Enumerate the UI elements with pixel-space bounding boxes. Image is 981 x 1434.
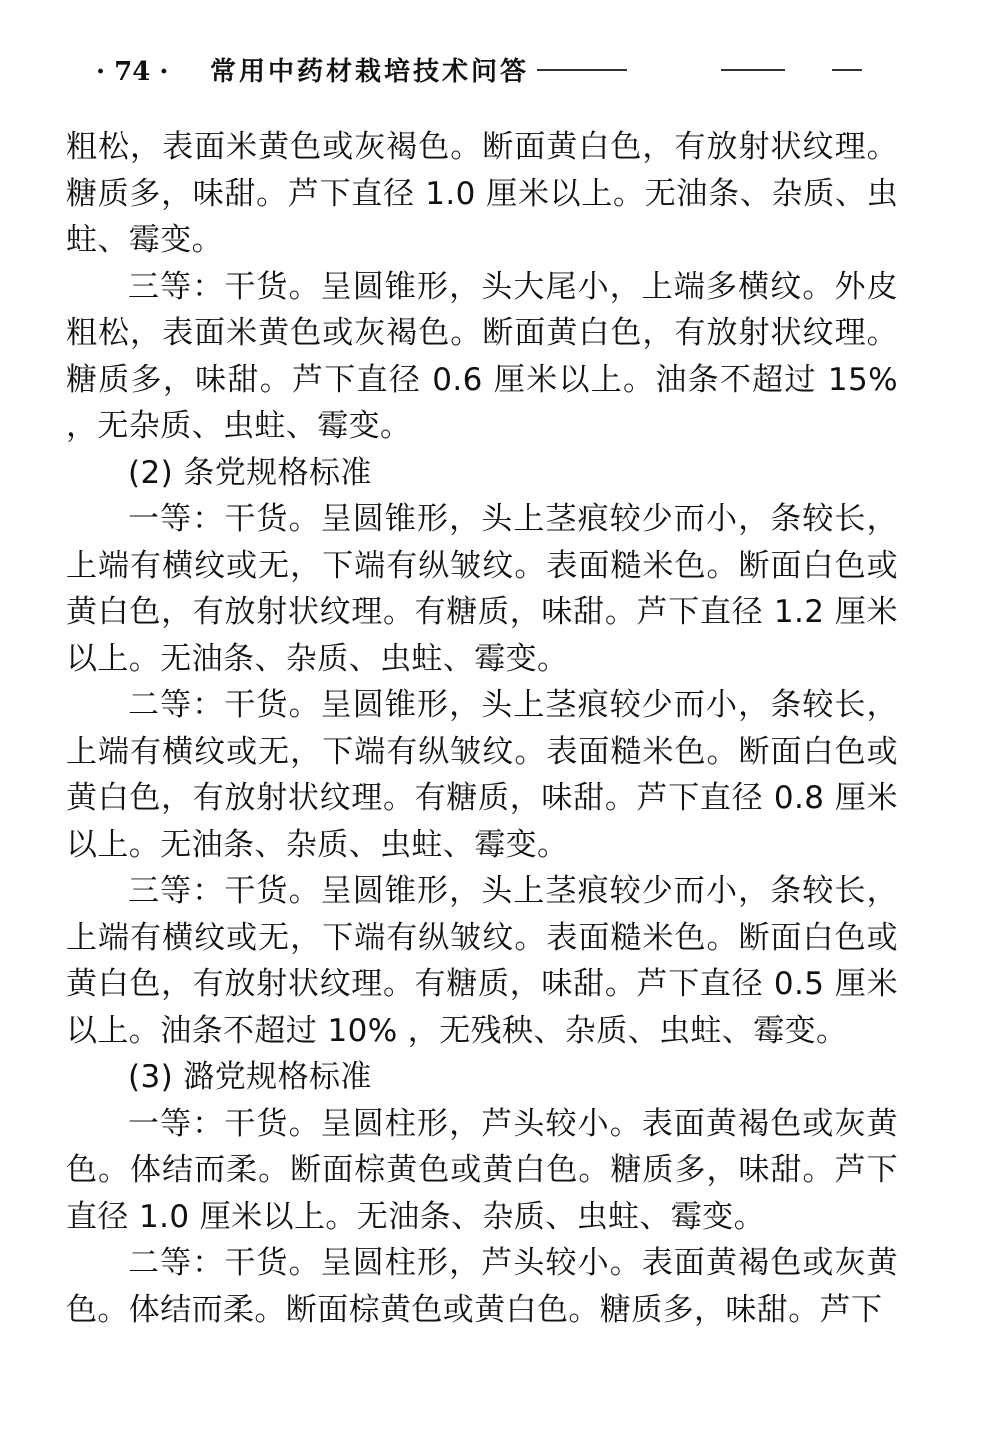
paragraph-tiaodang-grade-2: 二等：干货。呈圆锥形，头上茎痕较少而小，条较长，上端有横纹或无，下端有纵皱纹。表面糙米色。断面白色或黄白色，有放射状纹理。有糖质，味甜。芦下直径 0.8 厘米以上。无油条、杂质、虫蛀、霉变。 xyxy=(66,687,898,863)
header-rule-3 xyxy=(832,69,862,71)
paragraph-continuation: 粗松，表面米黄色或灰褐色。断面黄白色，有放射状纹理。糖质多，味甜。芦下直径 1.0 厘米以上。无油条、杂质、虫蛀、霉变。 xyxy=(66,129,898,258)
section-heading-tiaodang: (2) 条党规格标准 xyxy=(128,454,372,491)
page-body xyxy=(66,124,898,1333)
paragraph-grade-3: 三等：干货。呈圆锥形，头大尾小，上端多横纹。外皮粗松，表面米黄色或灰褐色。断面黄白色，有放射状纹理。糖质多，味甜。芦下直径 0.6 厘米以上。油条不超过 15% ，无杂质、虫蛀、霉变。 xyxy=(66,268,898,444)
section-heading-ludang: (3) 潞党规格标准 xyxy=(128,1059,372,1095)
header-rule-1 xyxy=(537,69,627,71)
paragraph-tiaodang-grade-1: 一等：干货。呈圆锥形，头上茎痕较少而小，条较长，上端有横纹或无，下端有纵皱纹。表面糙米色。断面白色或黄白色，有放射状纹理。有糖质，味甜。芦下直径 1.2 厘米以上。无油条、杂质、虫蛀、霉变。 xyxy=(66,501,898,677)
page-number: · 74 · xyxy=(96,57,169,87)
paragraph-ludang-grade-1: 一等：干货。呈圆柱形，芦头较小。表面黄褐色或灰黄色。体结而柔。断面棕黄色或黄白色。糖质多，味甜。芦下直径 1.0 厘米以上。无油条、杂质、虫蛀、霉变。 xyxy=(66,1105,898,1235)
running-header xyxy=(96,52,896,92)
paragraph-tiaodang-grade-3: 三等：干货。呈圆锥形，头上茎痕较少而小，条较长，上端有横纹或无，下端有纵皱纹。表面糙米色。断面白色或黄白色，有放射状纹理。有糖质，味甜。芦下直径 0.5 厘米以上。油条不超过 10% ，无残秧、杂质、虫蛀、霉变。 xyxy=(66,873,898,1049)
paragraph-ludang-grade-2: 二等：干货。呈圆柱形，芦头较小。表面黄褐色或灰黄色。体结而柔。断面棕黄色或黄白色。糖质多，味甜。芦下 xyxy=(66,1245,898,1328)
header-rule-2 xyxy=(721,69,785,71)
book-title: 常用中药材栽培技术问答 xyxy=(210,57,530,87)
